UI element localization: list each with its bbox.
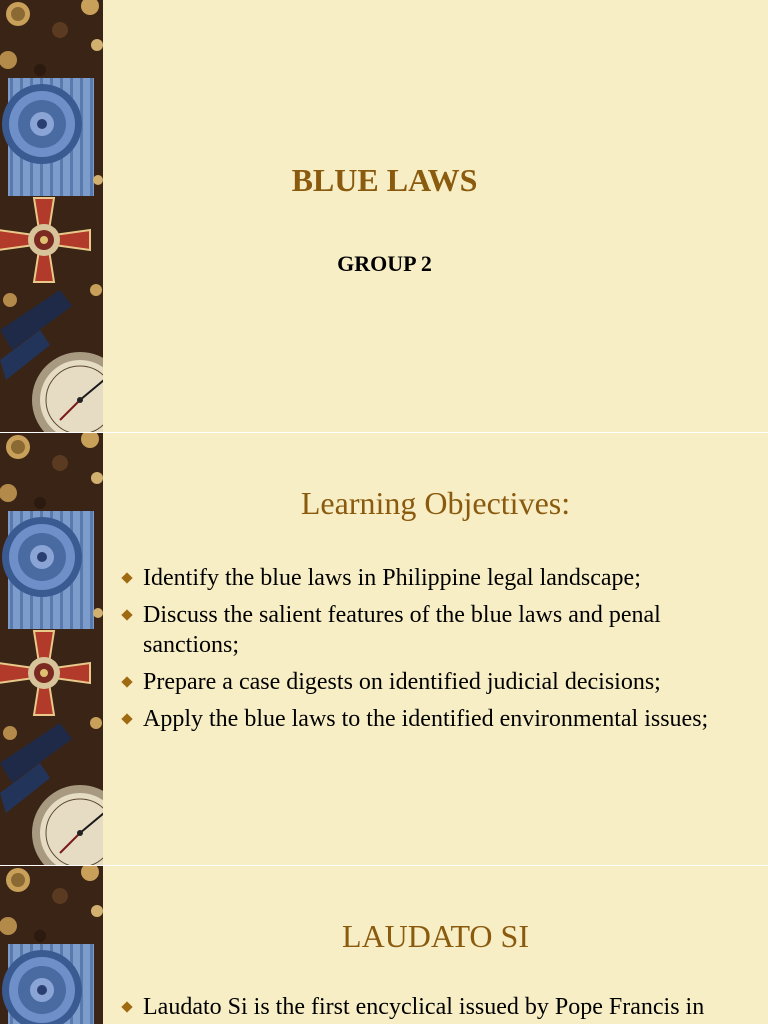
- diamond-bullet-icon: [121, 713, 132, 724]
- list-item-text: Laudato Si is the first encyclical issued by Pope Francis in: [143, 994, 705, 1020]
- list-item: [120, 704, 750, 734]
- slide-subtitle: GROUP 2: [337, 251, 432, 276]
- list-item: [120, 563, 750, 593]
- medal-compass-strip-image: [0, 433, 103, 865]
- slide-title: BLUE LAWS: [291, 162, 478, 198]
- bullet-list: [120, 563, 750, 741]
- diamond-bullet-icon: [121, 676, 132, 687]
- slide-heading: LAUDATO SI: [342, 918, 529, 954]
- list-item-text: Prepare a case digests on identified judicial decisions;: [143, 669, 661, 695]
- slide-1: [0, 0, 768, 432]
- diamond-bullet-icon: [121, 1001, 132, 1012]
- list-item-text: Apply the blue laws to the identified environmental issues;: [143, 706, 709, 732]
- list-item-text: Identify the blue laws in Philippine legal landscape;: [143, 565, 641, 591]
- slide-3: [0, 866, 768, 1024]
- diamond-bullet-icon: [121, 609, 132, 620]
- list-item: [120, 992, 750, 1022]
- medal-compass-strip-image: [0, 0, 103, 432]
- bullet-list: [120, 992, 750, 1024]
- slide-2: [0, 433, 768, 865]
- medal-compass-strip-image: [0, 866, 103, 1024]
- slide-heading: Learning Objectives:: [300, 485, 571, 521]
- list-item-text: Discuss the salient features of the blue laws and penal sanctions;: [143, 602, 661, 658]
- list-item: [120, 667, 750, 697]
- diamond-bullet-icon: [121, 572, 132, 583]
- list-item: [120, 600, 750, 660]
